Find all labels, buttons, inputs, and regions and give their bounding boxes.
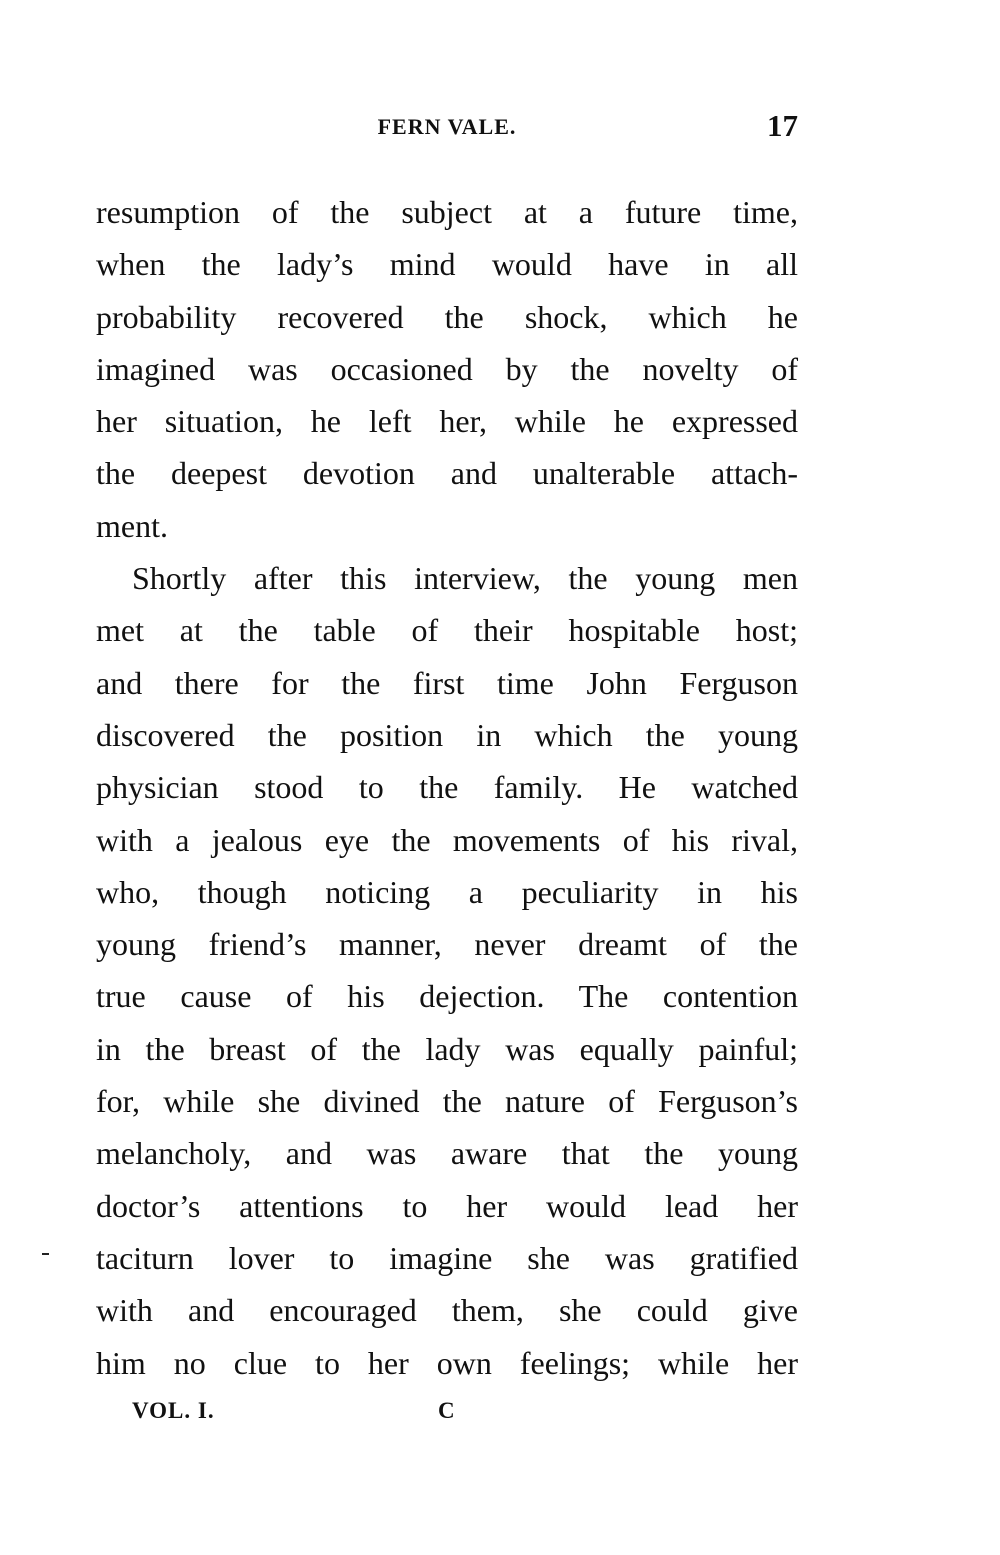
text-line: the deepest devotion and unalterable attach- <box>96 455 798 492</box>
text-line: when the lady’s mind would have in all <box>96 246 798 283</box>
text-line: Shortly after this interview, the young men <box>132 560 798 597</box>
signature-mark: C <box>438 1398 455 1423</box>
text-line: melancholy, and was aware that the young <box>96 1135 798 1172</box>
text-line: probability recovered the shock, which he <box>96 298 798 335</box>
body-text <box>96 186 798 1389</box>
text-line: met at the table of their hospitable host; <box>96 612 798 649</box>
text-line: doctor’s attentions to her would lead her <box>96 1187 798 1224</box>
text-line: resumption of the subject at a future time, <box>96 194 798 230</box>
page-number: 17 <box>767 108 798 143</box>
margin-mark <box>42 1253 49 1255</box>
text-line: her situation, he left her, while he expressed <box>96 403 798 440</box>
text-line: discovered the position in which the young <box>96 716 798 753</box>
text-line: taciturn lover to imagine she was gratified <box>96 1239 798 1276</box>
running-title: FERN VALE. <box>377 114 517 139</box>
text-line: and there for the first time John Ferguson <box>96 664 798 701</box>
text-line: for, while she divined the nature of Ferguson’s <box>96 1083 798 1120</box>
text-line: him no clue to her own feelings; while her <box>96 1344 798 1381</box>
running-head <box>96 108 798 148</box>
text-line: with and encouraged them, she could give <box>96 1292 798 1329</box>
text-line: physician stood to the family. He watched <box>96 769 798 806</box>
volume-mark: VOL. I. <box>132 1398 215 1423</box>
text-line: with a jealous eye the movements of his rival, <box>96 821 798 858</box>
text-line: imagined was occasioned by the novelty of <box>96 350 798 387</box>
text-line: who, though noticing a peculiarity in his <box>96 873 798 910</box>
text-line: in the breast of the lady was equally painful; <box>96 1030 798 1067</box>
text-line: true cause of his dejection. The contention <box>96 978 798 1015</box>
text-line: young friend’s manner, never dreamt of the <box>96 926 798 963</box>
text-line: ment. <box>96 507 168 544</box>
